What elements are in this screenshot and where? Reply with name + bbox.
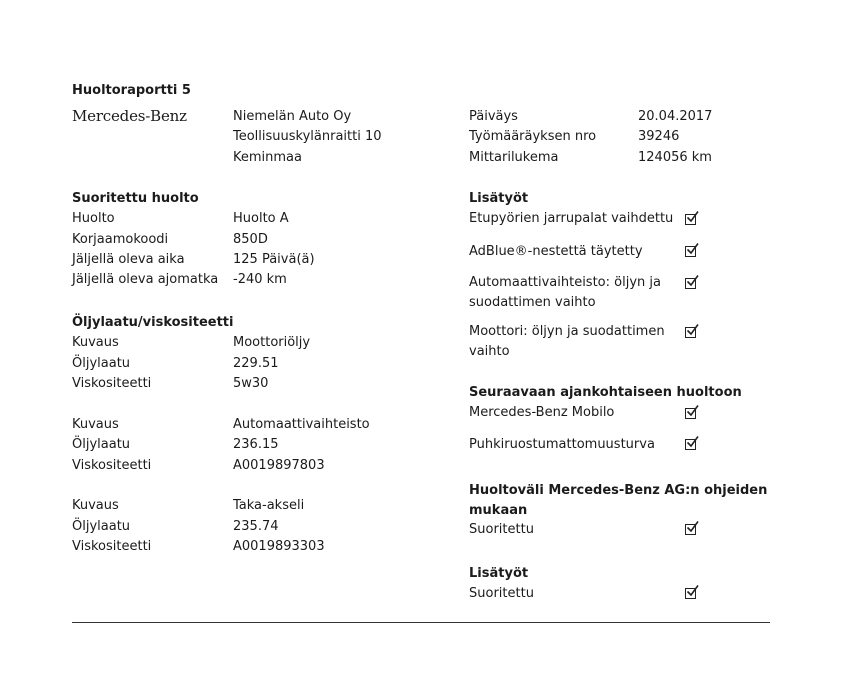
checkbox-checked-icon (685, 327, 696, 338)
oil-viscosity-value: 5w30 (233, 376, 269, 391)
odometer-value: 124056 km (638, 150, 712, 165)
oil-description-label: Kuvaus (72, 335, 119, 350)
oil-description-value: Moottoriöljy (233, 335, 311, 350)
service-label: Huolto (72, 211, 115, 226)
workshop-code-value: 850D (233, 232, 268, 247)
service-heading: Suoritettu huolto (72, 191, 199, 206)
extra-work-item-label: Etupyörien jarrupalat vaihdettu (469, 211, 674, 226)
oil-description-value: Automaattivaihteisto (233, 417, 370, 432)
oil-viscosity-value: A0019893303 (233, 539, 325, 554)
date-value: 20.04.2017 (638, 109, 713, 124)
odometer-label: Mittarilukema (469, 150, 559, 165)
oil-description-value: Taka-akseli (233, 498, 305, 513)
order-label: Työmääräyksen nro (469, 129, 597, 144)
next-service-heading: Seuraavaan ajankohtaiseen huoltoon (469, 385, 742, 400)
checkbox-checked-icon (685, 524, 696, 535)
checkbox-checked-icon (685, 588, 696, 599)
oil-viscosity-value: A0019897803 (233, 458, 325, 473)
checkbox-checked-icon (685, 278, 696, 289)
extra-work-item-label: AdBlue®-nestettä täytetty (469, 244, 643, 259)
remaining-time-value: 125 Päivä(ä) (233, 252, 315, 267)
interval-heading: Huoltoväli Mercedes-Benz AG:n ohjeiden mukaan (469, 483, 768, 518)
remaining-time-label: Jäljellä oleva aika (72, 252, 185, 267)
oil-viscosity-label: Viskositeetti (72, 539, 152, 554)
extra-work-item-label: Moottori: öljyn ja suodattimen vaihto (469, 324, 665, 359)
interval-item-label: Suoritettu (469, 522, 534, 537)
checkbox-checked-icon (685, 439, 696, 450)
footer-divider (72, 622, 770, 623)
dealer-name: Niemelän Auto Oy (233, 109, 352, 124)
oil-viscosity-label: Viskositeetti (72, 376, 152, 391)
date-label: Päiväys (469, 109, 518, 124)
oil-grade-label: Öljylaatu (72, 519, 131, 534)
oil-viscosity-label: Viskositeetti (72, 458, 152, 473)
oil-grade-label: Öljylaatu (72, 437, 131, 452)
extra-work-item-label: Automaattivaihteisto: öljyn ja suodattimen vaihto (469, 275, 661, 310)
extra-work-2-heading: Lisätyöt (469, 566, 529, 581)
checkbox-checked-icon (685, 214, 696, 225)
dealer-street: Teollisuuskylänraitti 10 (233, 129, 382, 144)
extra-work-2-item-label: Suoritettu (469, 586, 534, 601)
report-title: Huoltoraportti 5 (72, 83, 191, 98)
next-service-item-label: Puhkiruostumattomuusturva (469, 437, 655, 452)
checkbox-checked-icon (685, 408, 696, 419)
oil-grade-label: Öljylaatu (72, 356, 131, 371)
remaining-distance-value: -240 km (233, 272, 287, 287)
service-value: Huolto A (233, 211, 289, 226)
oil-grade-value: 235.74 (233, 519, 279, 534)
dealer-city: Keminmaa (233, 150, 302, 165)
oil-grade-value: 229.51 (233, 356, 279, 371)
extra-work-heading: Lisätyöt (469, 191, 529, 206)
brand-logo: Mercedes-Benz (72, 107, 187, 125)
order-value: 39246 (638, 129, 680, 144)
oil-description-label: Kuvaus (72, 417, 119, 432)
oil-description-label: Kuvaus (72, 498, 119, 513)
oil-grade-value: 236.15 (233, 437, 279, 452)
remaining-distance-label: Jäljellä oleva ajomatka (72, 272, 219, 287)
checkbox-checked-icon (685, 246, 696, 257)
next-service-item-label: Mercedes-Benz Mobilo (469, 405, 615, 420)
oil-heading: Öljylaatu/viskositeetti (72, 315, 234, 330)
workshop-code-label: Korjaamokoodi (72, 232, 169, 247)
